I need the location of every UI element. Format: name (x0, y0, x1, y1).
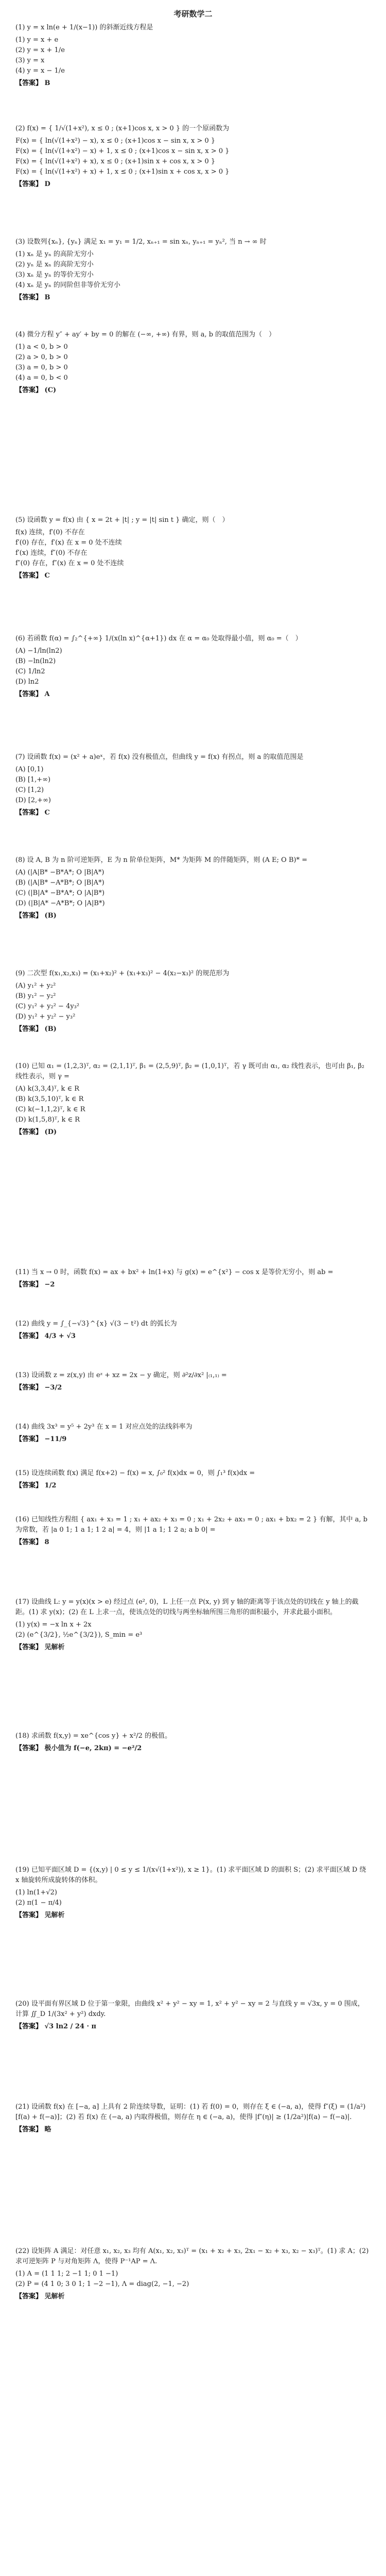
answer-label: 【答案】 (15, 2293, 43, 2300)
answer-label: 【答案】 (15, 1643, 43, 1651)
question-q19 (15, 1865, 371, 1921)
question-option: (2) y = x + 1/e (15, 46, 65, 54)
question-option: (2) a > 0, b > 0 (15, 353, 68, 361)
question-q21 (15, 2102, 371, 2135)
question-q6 (15, 634, 371, 700)
answer-label: 【答案】 (15, 79, 43, 87)
question-option: (D) [2,+∞) (15, 796, 51, 804)
question-q9 (15, 969, 371, 1035)
answer-line (15, 385, 371, 396)
question-q1 (15, 23, 371, 89)
question-option: F(x) = { ln(√(1+x²) + x), x ≤ 0 ; (x+1)sin x + cos x, x > 0 } (15, 158, 216, 165)
question-option: (1) A = (1 1 1; 2 −1 1; 0 1 −1) (15, 2270, 118, 2278)
question-option: (1) a < 0, b > 0 (15, 343, 68, 351)
answer-value: −2 (42, 1281, 55, 1289)
question-option: (B) (|A|B* −A*B*; O |B|A*) (15, 879, 104, 887)
question-option: f′(x) 连续，f″(0) 不存在 (15, 549, 87, 557)
question-stem: (5) 设函数 y = f(x) 由 { x = 2t + |t| ; y = |t| sin t } 确定，则（ ） (15, 516, 229, 524)
answer-value: 见解析 (42, 1911, 65, 1919)
answer-line (15, 2292, 371, 2302)
question-option: (A) k(3,3,4)ᵀ, k ∈ R (15, 1085, 80, 1093)
question-stem: (18) 求函数 f(x,y) = xe^{cos y} + x²/2 的极值。 (15, 1732, 172, 1740)
answer-value: 1/2 (42, 1482, 57, 1489)
question-stem: (8) 设 A, B 为 n 阶可逆矩阵，E 为 n 阶单位矩阵，M* 为矩阵 M 的伴随矩阵，则 (A E; O B)* = (15, 856, 308, 864)
answer-value: (C) (42, 386, 57, 394)
question-option: (4) a = 0, b < 0 (15, 374, 68, 382)
question-option: (A) y₁² + y₂² (15, 982, 56, 990)
question-stem: (22) 设矩阵 A 满足：对任意 x₁, x₂, x₃ 均有 A(x₁, x₂, x₃)ᵀ = (x₁ + x₂ + x₃, 2x₁ − x₂ + x₃, x₂ − x₃)ᵀ。(1) 求 A；(2) 求可逆矩阵 P 与对角矩阵 Λ，使得 P⁻¹AP = Λ. (15, 2247, 369, 2265)
question-option: F(x) = { ln(√(1+x²) − x) + 1, x ≤ 0 ; (x+1)cos x − sin x, x > 0 } (15, 147, 230, 155)
question-option: (B) −ln(ln2) (15, 657, 56, 665)
answer-label: 【答案】 (15, 2126, 43, 2133)
answer-label: 【答案】 (15, 809, 43, 817)
question-stem: (3) 设数列{xₙ}, {yₙ} 满足 x₁ = y₁ = 1/2, xₙ₊₁ = sin xₙ, yₙ₊₁ = yₙ², 当 n → ∞ 时 (15, 238, 267, 246)
answer-line (15, 571, 371, 581)
question-stem: (13) 设函数 z = z(x,y) 由 eᶻ + xz = 2x − y 确定，则 ∂²z/∂x² |₍₁,₁₎ = (15, 1371, 227, 1379)
question-option: (C) k(−1,1,2)ᵀ, k ∈ R (15, 1106, 85, 1113)
question-q8 (15, 855, 371, 921)
answer-label: 【答案】 (15, 180, 43, 188)
answer-line (15, 2125, 371, 2135)
question-option: (B) y₁² − y₂² (15, 992, 56, 1000)
answer-label: 【答案】 (15, 1025, 43, 1033)
question-q7 (15, 752, 371, 818)
question-option: (3) y = x (15, 57, 45, 64)
answer-label: 【答案】 (15, 1384, 43, 1392)
answer-line (15, 179, 371, 190)
question-option: f″(0) 存在，f″(x) 在 x = 0 处不连续 (15, 560, 124, 567)
question-q22 (15, 2246, 371, 2302)
answer-value: −11/9 (42, 1435, 67, 1443)
question-option: (C) 1/ln2 (15, 668, 45, 675)
answer-label: 【答案】 (15, 2023, 43, 2030)
question-stem: (10) 已知 α₁ = (1,2,3)ᵀ, α₂ = (2,1,1)ᵀ, β₁ = (2,5,9)ᵀ, β₂ = (1,0,1)ᵀ，若 γ 既可由 α₁, α₂ 线性表示，也可由 β₁, β₂ 线性表示，则 γ = (15, 1062, 364, 1080)
question-option: (1) xₙ 是 yₙ 的高阶无穷小 (15, 250, 94, 258)
answer-line (15, 2022, 371, 2032)
answer-line (15, 78, 371, 89)
answer-label: 【答案】 (15, 572, 43, 580)
question-option: (1) y(x) = −x ln x + 2x (15, 1621, 92, 1629)
answer-value: (B) (42, 1025, 57, 1033)
question-stem: (1) y = x ln(e + 1/(x−1)) 的斜渐近线方程是 (15, 24, 153, 31)
answer-label: 【答案】 (15, 386, 43, 394)
answer-label: 【答案】 (15, 1281, 43, 1289)
answer-line (15, 911, 371, 921)
answer-line (15, 1642, 371, 1653)
answer-line (15, 689, 371, 700)
question-stem: (2) f(x) = { 1/√(1+x²), x ≤ 0 ; (x+1)cos x, x > 0 } 的一个原函数为 (15, 125, 230, 132)
question-stem: (17) 设曲线 L: y = y(x)(x > e) 经过点 (e², 0)，L 上任一点 P(x, y) 到 y 轴的距离等于该点处的切线在 y 轴上的截距。(1) 求 y(x)；(2) 在 L 上求一点，使该点处的切线与两坐标轴所围三角形的面积最小，并求此最小面积。 (15, 1598, 359, 1616)
question-option: (1) ln(1+√2) (15, 1889, 57, 1896)
question-stem: (16) 已知线性方程组 { ax₁ + x₃ = 1 ; x₁ + ax₂ + x₃ = 0 ; x₁ + 2x₂ + ax₃ = 0 ; ax₁ + bx₂ = 2 } 有解，其中 a, b 为常数，若 |a 0 1; 1 a 1; 1 2 a| = 4，则 |1 a 1; 1 2 a; a b 0| = (15, 1516, 367, 1534)
answer-line (15, 293, 371, 303)
answer-label: 【答案】 (15, 912, 43, 920)
question-q11 (15, 1267, 371, 1290)
answer-label: 【答案】 (15, 1128, 43, 1136)
question-q2 (15, 124, 371, 190)
answer-line (15, 1331, 371, 1342)
answer-value: B (42, 294, 50, 301)
answer-line (15, 808, 371, 818)
question-option: F(x) = { ln(√(1+x²) + x) + 1, x ≤ 0 ; (x+1)sin x + cos x, x > 0 } (15, 168, 230, 176)
page-title: 考研数学二 (173, 9, 213, 19)
answer-line (15, 1127, 371, 1138)
question-option: (3) xₙ 是 yₙ 的等价无穷小 (15, 271, 94, 279)
question-stem: (20) 设平面有界区域 D 位于第一象限，由曲线 x² + y² − xy = 1, x² + y² − xy = 2 与直线 y = √3x, y = 0 围成，计算 ∬_D 1/(3x² + y²) dxdy. (15, 2000, 364, 2018)
answer-value: (B) (42, 912, 57, 920)
question-option: (2) (e^{3/2}, ½e^{3/2}), S_min = e³ (15, 1631, 143, 1639)
answer-value: C (42, 809, 50, 817)
question-option: (1) y = x + e (15, 36, 59, 44)
question-stem: (9) 二次型 f(x₁,x₂,x₃) = (x₁+x₂)² + (x₁+x₃)² − 4(x₂−x₃)² 的规范形为 (15, 970, 230, 977)
question-option: f(x) 连续，f′(0) 不存在 (15, 529, 85, 536)
answer-label: 【答案】 (15, 294, 43, 301)
question-option: (A) (|A|B* −B*A*; O |B|A*) (15, 869, 104, 876)
question-q5 (15, 515, 371, 581)
question-option: (B) k(3,5,10)ᵀ, k ∈ R (15, 1095, 84, 1103)
question-q17 (15, 1597, 371, 1653)
question-option: (C) [1,2) (15, 786, 44, 794)
answer-value: C (42, 572, 50, 580)
answer-label: 【答案】 (15, 1435, 43, 1443)
answer-label: 【答案】 (15, 1332, 43, 1340)
answer-value: (D) (42, 1128, 57, 1136)
answer-line (15, 1481, 371, 1491)
question-option: f′(0) 存在，f′(x) 在 x = 0 处不连续 (15, 539, 122, 547)
question-q10 (15, 1061, 371, 1138)
answer-line (15, 1910, 371, 1921)
answer-label: 【答案】 (15, 1744, 43, 1752)
answer-value: −3/2 (42, 1384, 62, 1392)
answer-line (15, 1280, 371, 1290)
question-stem: (21) 设函数 f(x) 在 [−a, a] 上具有 2 阶连续导数，证明：(1) 若 f(0) = 0，则存在 ξ ∈ (−a, a)，使得 f″(ξ) = (1/a²)[f(a) + f(−a)]；(2) 若 f(x) 在 (−a, a) 内取得极值，则存在 η ∈ (−a, a)，使得 |f″(η)| ≥ (1/2a²)|f(a) − f(−a)|. (15, 2103, 366, 2121)
answer-value: 略 (42, 2126, 51, 2133)
question-q16 (15, 1515, 371, 1548)
question-q4 (15, 330, 371, 396)
answer-line (15, 1743, 371, 1754)
question-q12 (15, 1319, 371, 1342)
question-option: (C) y₁² + y₂² − 4y₃² (15, 1003, 80, 1010)
answer-value: D (42, 180, 50, 188)
question-stem: (12) 曲线 y = ∫_{−√3}^{x} √(3 − t²) dt 的弧长为 (15, 1320, 177, 1328)
question-option: (4) xₙ 是 yₙ 的同阶但非等价无穷小 (15, 281, 120, 289)
answer-value: 见解析 (42, 2293, 65, 2300)
question-stem: (7) 设函数 f(x) = (x² + a)eˣ，若 f(x) 没有极值点，但曲线 y = f(x) 有拐点，则 a 的取值范围是 (15, 753, 304, 761)
answer-value: √3 ln2 / 24 · π (42, 2023, 97, 2030)
question-option: (D) (|B|A* −A*B*; O |A|B*) (15, 900, 105, 907)
answer-label: 【答案】 (15, 690, 43, 698)
question-q13 (15, 1370, 371, 1393)
answer-value: 见解析 (42, 1643, 65, 1651)
answer-value: B (42, 79, 50, 87)
question-q15 (15, 1468, 371, 1491)
question-option: (C) (|B|A* −B*A*; O |A|B*) (15, 889, 105, 897)
question-stem: (15) 设连续函数 f(x) 满足 f(x+2) − f(x) = x, ∫₀² f(x)dx = 0，则 ∫₁³ f(x)dx = (15, 1469, 255, 1477)
question-stem: (19) 已知平面区域 D = {(x,y) | 0 ≤ y ≤ 1/(x√(1+x²)), x ≥ 1}。(1) 求平面区域 D 的面积 S；(2) 求平面区域 D 绕 x 轴旋转所成旋转体的体积。 (15, 1866, 366, 1884)
question-option: (3) a = 0, b > 0 (15, 364, 68, 371)
answer-label: 【答案】 (15, 1482, 43, 1489)
question-option: (D) k(1,5,8)ᵀ, k ∈ R (15, 1116, 80, 1124)
question-q3 (15, 237, 371, 303)
question-option: (B) [1,+∞) (15, 776, 51, 784)
question-stem: (11) 当 x → 0 时，函数 f(x) = ax + bx² + ln(1+x) 与 g(x) = e^{x²} − cos x 是等价无穷小，则 ab = (15, 1268, 334, 1276)
question-option: (2) P = (4 1 0; 3 0 1; 1 −2 −1), Λ = diag(2, −1, −2) (15, 2280, 189, 2288)
answer-value: 极小值为 f(−e, 2kπ) = −e²/2 (42, 1744, 142, 1752)
question-q14 (15, 1422, 371, 1445)
question-option: (4) y = x − 1/e (15, 67, 65, 75)
answer-value: A (42, 690, 50, 698)
question-q20 (15, 1999, 371, 2032)
question-q18 (15, 1731, 371, 1754)
answer-line (15, 1383, 371, 1393)
question-option: (D) y₁² + y₂² − y₃² (15, 1013, 76, 1021)
answer-value: 4/3 + √3 (42, 1332, 76, 1340)
answer-value: 8 (42, 1538, 49, 1546)
question-stem: (6) 若函数 f(α) = ∫₂^{+∞} 1/(x(ln x)^{α+1}) dx 在 α = α₀ 处取得最小值，则 α₀ =（ ） (15, 635, 302, 642)
question-stem: (4) 微分方程 y″ + ay′ + by = 0 的解在 (−∞, +∞) 有界，则 a, b 的取值范围为（ ） (15, 331, 276, 338)
question-option: (2) π(1 − π/4) (15, 1899, 62, 1907)
question-option: (D) ln2 (15, 678, 39, 686)
answer-line (15, 1024, 371, 1035)
question-option: (2) yₙ 是 xₙ 的高阶无穷小 (15, 261, 94, 268)
question-stem: (14) 曲线 3x³ = y⁵ + 2y³ 在 x = 1 对应点处的法线斜率为 (15, 1423, 192, 1431)
answer-line (15, 1537, 371, 1548)
answer-label: 【答案】 (15, 1538, 43, 1546)
answer-label: 【答案】 (15, 1911, 43, 1919)
question-option: (A) [0,1) (15, 766, 44, 773)
answer-line (15, 1434, 371, 1445)
question-option: (A) −1/ln(ln2) (15, 647, 62, 655)
question-option: F(x) = { ln(√(1+x²) − x), x ≤ 0 ; (x+1)cos x − sin x, x > 0 } (15, 137, 216, 145)
